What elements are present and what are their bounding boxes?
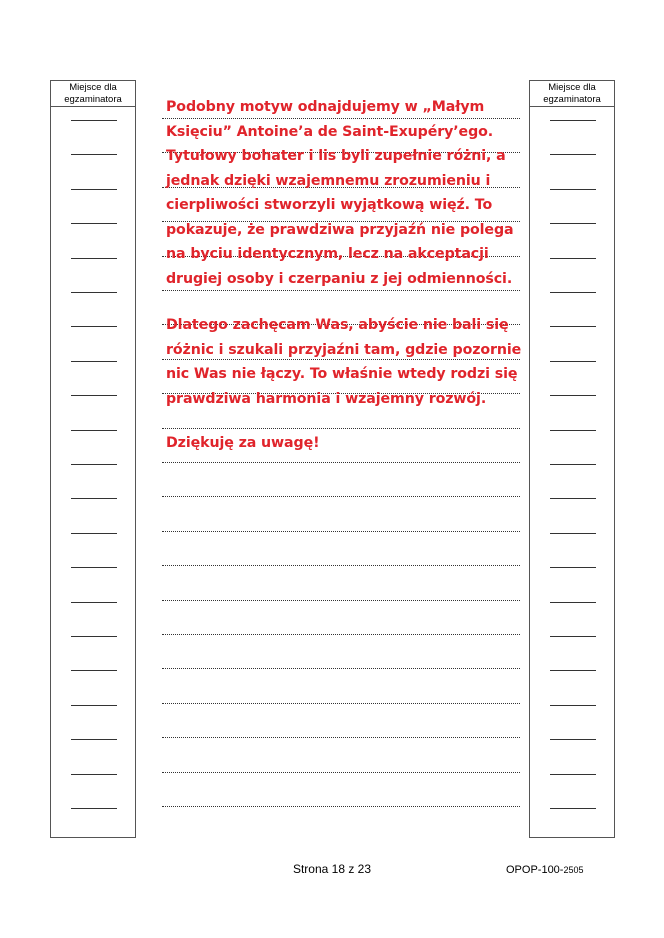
examiner-score-line bbox=[71, 602, 117, 603]
examiner-score-line bbox=[550, 670, 596, 671]
answer-dotted-line bbox=[162, 531, 520, 532]
examiner-header-line1: Miejsce dla bbox=[548, 82, 596, 93]
answer-dotted-line bbox=[162, 772, 520, 773]
exam-code-main: OPOP-100- bbox=[506, 864, 564, 876]
examiner-score-line bbox=[550, 189, 596, 190]
examiner-score-line bbox=[550, 223, 596, 224]
examiner-score-line bbox=[71, 636, 117, 637]
examiner-score-line bbox=[550, 292, 596, 293]
examiner-score-line bbox=[71, 430, 117, 431]
answer-paragraph-2: Dlatego zachęcam Was, abyście nie bali się różnic i szukali przyjaźni tam, gdzie pozornie nic Was nie łączy. To właśnie wtedy rodzi się prawdziwa harmonia i wzajemny rozwój. bbox=[166, 317, 522, 407]
examiner-score-line bbox=[550, 361, 596, 362]
examiner-score-line bbox=[550, 464, 596, 465]
examiner-score-line bbox=[550, 774, 596, 775]
answer-dotted-line bbox=[162, 565, 520, 566]
examiner-score-line bbox=[71, 292, 117, 293]
answer-dotted-line bbox=[162, 806, 520, 807]
examiner-score-line bbox=[71, 498, 117, 499]
answer-dotted-line bbox=[162, 737, 520, 738]
examiner-score-line bbox=[71, 223, 117, 224]
examiner-header-right bbox=[530, 81, 614, 107]
examiner-score-line bbox=[550, 395, 596, 396]
answer-dotted-line bbox=[162, 668, 520, 669]
answer-dotted-line bbox=[162, 600, 520, 601]
examiner-header-line1: Miejsce dla bbox=[69, 82, 117, 93]
examiner-score-line bbox=[71, 464, 117, 465]
answer-dotted-line bbox=[162, 703, 520, 704]
examiner-score-line bbox=[550, 326, 596, 327]
examiner-score-line bbox=[550, 533, 596, 534]
examiner-score-line bbox=[550, 120, 596, 121]
examiner-score-line bbox=[550, 739, 596, 740]
answer-dotted-line bbox=[162, 496, 520, 497]
answer-paragraph-1: Podobny motyw odnajdujemy w „Małym Księciu” Antoine’a de Saint-Exupéry’ego. Tytułowy bohater i lis byli zupełnie różni, a jednak dzięki wzajemnemu zrozumieniu i cierpliwości stworzyli wyjątkową więź. To pokazuje, że prawdziwa przyjaźń nie polega na byciu identycznym, lecz na akceptacji drugiej osoby i czerpaniu z jej odmienności. bbox=[166, 99, 514, 287]
examiner-score-line bbox=[71, 361, 117, 362]
examiner-header-left bbox=[51, 81, 135, 107]
examiner-score-line bbox=[71, 395, 117, 396]
answer-dotted-line bbox=[162, 634, 520, 635]
examiner-score-line bbox=[71, 705, 117, 706]
examiner-score-line bbox=[550, 705, 596, 706]
examiner-score-line bbox=[550, 636, 596, 637]
exam-code bbox=[506, 864, 584, 876]
examiner-score-line bbox=[71, 533, 117, 534]
examiner-score-line bbox=[71, 326, 117, 327]
examiner-header-line2: egzaminatora bbox=[64, 94, 122, 105]
examiner-score-line bbox=[550, 154, 596, 155]
answer-text bbox=[166, 95, 526, 456]
examiner-score-line bbox=[550, 567, 596, 568]
examiner-score-line bbox=[550, 258, 596, 259]
examiner-score-line bbox=[71, 258, 117, 259]
exam-code-suffix: 2505 bbox=[563, 865, 584, 875]
examiner-score-line bbox=[71, 774, 117, 775]
examiner-score-line bbox=[71, 670, 117, 671]
examiner-header-line2: egzaminatora bbox=[543, 94, 601, 105]
examiner-score-line bbox=[71, 189, 117, 190]
examiner-score-line bbox=[71, 154, 117, 155]
examiner-score-line bbox=[71, 808, 117, 809]
examiner-score-line bbox=[550, 808, 596, 809]
examiner-score-line bbox=[550, 498, 596, 499]
examiner-score-line bbox=[550, 430, 596, 431]
answer-paragraph-3: Dziękuję za uwagę! bbox=[166, 435, 320, 451]
examiner-score-line bbox=[71, 567, 117, 568]
examiner-score-line bbox=[71, 120, 117, 121]
page-number: Strona 18 z 23 bbox=[292, 862, 372, 876]
examiner-score-line bbox=[550, 602, 596, 603]
examiner-score-line bbox=[71, 739, 117, 740]
examiner-column-left bbox=[50, 80, 136, 838]
answer-dotted-line bbox=[162, 462, 520, 463]
examiner-column-right bbox=[529, 80, 615, 838]
